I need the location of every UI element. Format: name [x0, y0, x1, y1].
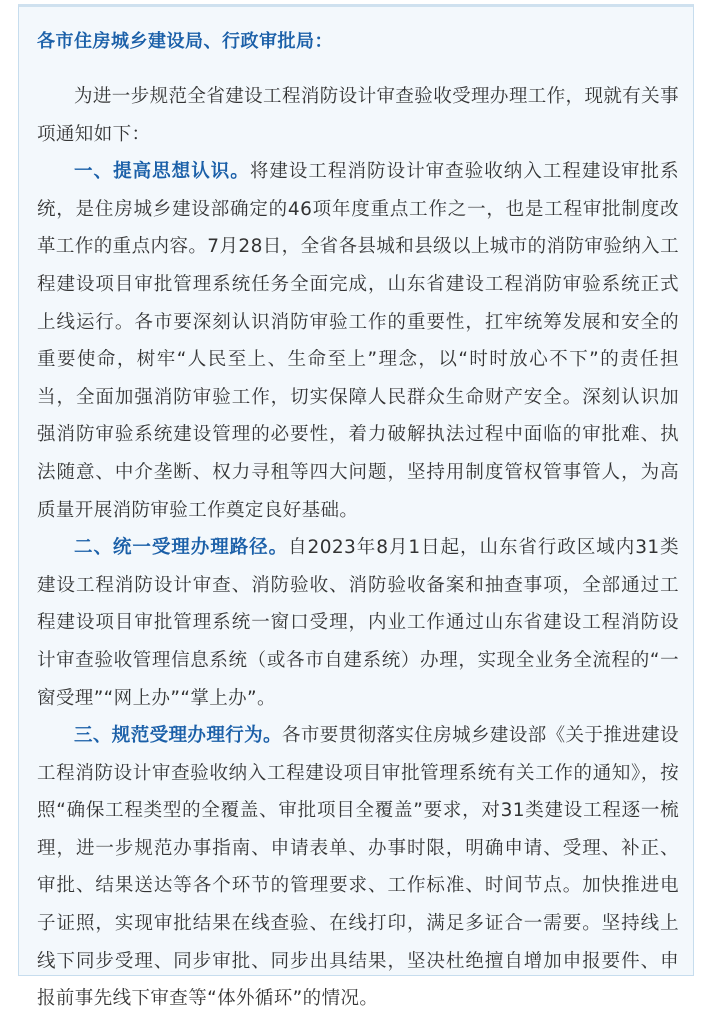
- section-3-body: 各市要贯彻落实住房城乡建设部《关于推进建设工程消防设计审查验收纳入工程建设项目审批管理系统有关工作的通知》，按照“确保工程类型的全覆盖、审批项目全覆盖”要求，对31类建设工程逐一梳理，进一步规范办事指南、申请表单、办事时限，明确申请、受理、补正、审批、结果送达等各个环节的管理要求、工作标准、时间节点。加快推进电子证照，实现审批结果在线查验、在线打印，满足多证合一需要。坚持线上线下同步受理、同步审批、同步出具结果，坚决杜绝擅自增加申报要件、申报前事先线下审查等“体外循环”的情况。: [37, 725, 679, 1010]
- notice-panel: [18, 4, 694, 1010]
- salutation: 各市住房城乡建设局、行政审批局：: [37, 31, 333, 52]
- section-3-paragraph: [37, 717, 679, 1018]
- section-1-body: 将建设工程消防设计审查验收纳入工程建设审批系统，是住房城乡建设部确定的46项年度重点工作之一，也是工程审批制度改革工作的重点内容。7月28日，全省各县城和县级以上城市的消防审验纳入工程建设项目审批管理系统任务全面完成，山东省建设工程消防审验系统正式上线运行。各市要深刻认识消防审验工作的重要性，扛牢统筹发展和安全的重要使命，树牢“人民至上、生命至上”理念，以“时时放心不下”的责任担当，全面加强消防审验工作，切实保障人民群众生命财产安全。深刻认识加强消防审验系统建设管理的必要性，着力破解执法过程中面临的审批难、执法随意、中介垄断、权力寻租等四大问题，坚持用制度管权管事管人，为高质量开展消防审验工作奠定良好基础。: [37, 161, 679, 521]
- section-2-paragraph: [37, 529, 679, 717]
- section-1-paragraph: [37, 153, 679, 529]
- section-1-heading: 一、提高思想认识。: [74, 161, 250, 183]
- section-3-heading: 三、规范受理办理行为。: [74, 725, 282, 747]
- section-2-body: 自2023年8月1日起，山东省行政区域内31类建设工程消防设计审查、消防验收、消防验收备案和抽查事项，全部通过工程建设项目审批管理系统一窗口受理，内业工作通过山东省建设工程消防设计审查验收管理信息系统（或各市自建系统）办理，实现全业务全流程的“一窗受理”“网上办”“掌上办”。: [37, 537, 679, 709]
- intro-paragraph: 为进一步规范全省建设工程消防设计审查验收受理办理工作，现就有关事项通知如下：: [37, 86, 679, 145]
- section-2-heading: 二、统一受理办理路径。: [74, 537, 289, 559]
